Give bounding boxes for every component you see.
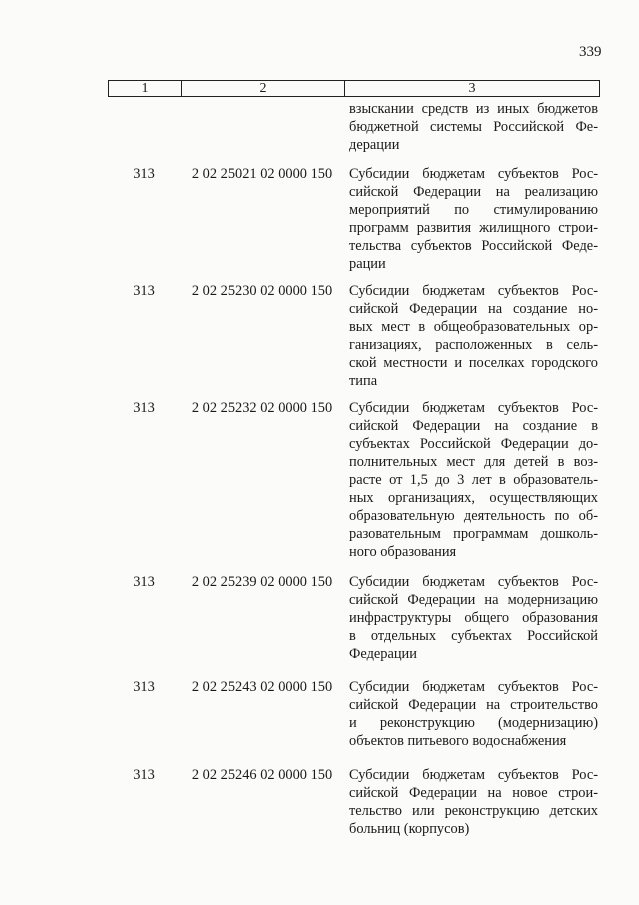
description-line: вых мест в общеобразовательных ор- xyxy=(349,319,598,335)
description-line: сийской Федерации на новое строи- xyxy=(349,785,598,801)
description-line: ганизациях, расположенных в сель- xyxy=(349,337,598,353)
description-line: Субсидии бюджетам субъектов Рос- xyxy=(349,767,598,783)
row-kbk-cell: 2 02 25021 02 0000 150 xyxy=(191,166,333,182)
row-kbk-cell: 2 02 25243 02 0000 150 xyxy=(191,679,333,695)
description-line: ного образования xyxy=(349,544,457,560)
header-col-2: 2 xyxy=(182,81,345,97)
description-line: мероприятий по стимулированию xyxy=(349,202,598,218)
row-description-cell xyxy=(349,678,598,750)
description-line: Субсидии бюджетам субъектов Рос- xyxy=(349,283,598,299)
description-line: тельство или реконструкцию детских xyxy=(349,803,598,819)
description-line: инфраструктуры общего образования xyxy=(349,610,598,626)
description-line: программ развития жилищного строи- xyxy=(349,220,598,236)
row-kbk-cell: 2 02 25239 02 0000 150 xyxy=(191,574,333,590)
row-kbk-cell: 2 02 25246 02 0000 150 xyxy=(191,767,333,783)
row-code-cell: 313 xyxy=(133,400,155,416)
description-line: объектов питьевого водоснабжения xyxy=(349,733,567,749)
header-col-3: 3 xyxy=(345,81,600,97)
description-line: взыскании средств из иных бюджетов xyxy=(349,101,598,117)
row-description-cell xyxy=(349,399,598,561)
description-line: сийской Федерации на модернизацию xyxy=(349,592,598,608)
description-line: разовательным программам дошколь- xyxy=(349,526,598,542)
row-kbk-cell: 2 02 25232 02 0000 150 xyxy=(191,400,333,416)
description-line: типа xyxy=(349,373,378,389)
description-line: сийской Федерации на создание но- xyxy=(349,301,598,317)
column-header-table xyxy=(108,80,600,97)
description-line: сийской Федерации на реализацию xyxy=(349,184,598,200)
header-col-1: 1 xyxy=(109,81,182,97)
description-line: и реконструкцию (модернизацию) xyxy=(349,715,598,731)
description-line: Субсидии бюджетам субъектов Рос- xyxy=(349,679,598,695)
description-line: образовательную деятельность по об- xyxy=(349,508,598,524)
row-description-cell xyxy=(349,165,598,273)
description-line: ных организациях, осуществляющих xyxy=(349,490,598,506)
description-line: больниц (корпусов) xyxy=(349,821,470,837)
row-code-cell: 313 xyxy=(133,283,155,299)
description-line: сийской Федерации на создание в xyxy=(349,418,598,434)
row-description-cell xyxy=(349,282,598,390)
row-code-cell: 313 xyxy=(133,767,155,783)
description-line: ской местности и поселках городского xyxy=(349,355,598,371)
description-line: полнительных мест для детей в воз- xyxy=(349,454,598,470)
description-line: Субсидии бюджетам субъектов Рос- xyxy=(349,166,598,182)
row-description-cell xyxy=(349,766,598,838)
description-line: бюджетной системы Российской Фе- xyxy=(349,119,598,135)
row-description-cell xyxy=(349,100,598,154)
description-line: дерации xyxy=(349,137,400,153)
row-kbk-cell: 2 02 25230 02 0000 150 xyxy=(191,283,333,299)
description-line: в отдельных субъектах Российской xyxy=(349,628,598,644)
description-line: Субсидии бюджетам субъектов Рос- xyxy=(349,574,598,590)
description-line: субъектах Российской Федерации до- xyxy=(349,436,598,452)
description-line: Субсидии бюджетам субъектов Рос- xyxy=(349,400,598,416)
description-line: Федерации xyxy=(349,646,417,662)
description-line: расте от 1,5 до 3 лет в образователь- xyxy=(349,472,598,488)
description-line: тельства субъектов Российской Феде- xyxy=(349,238,598,254)
row-code-cell: 313 xyxy=(133,574,155,590)
row-description-cell xyxy=(349,573,598,663)
page-number: 339 xyxy=(579,44,602,60)
row-code-cell: 313 xyxy=(133,166,155,182)
row-code-cell: 313 xyxy=(133,679,155,695)
description-line: сийской Федерации на строительство xyxy=(349,697,598,713)
description-line: рации xyxy=(349,256,386,272)
